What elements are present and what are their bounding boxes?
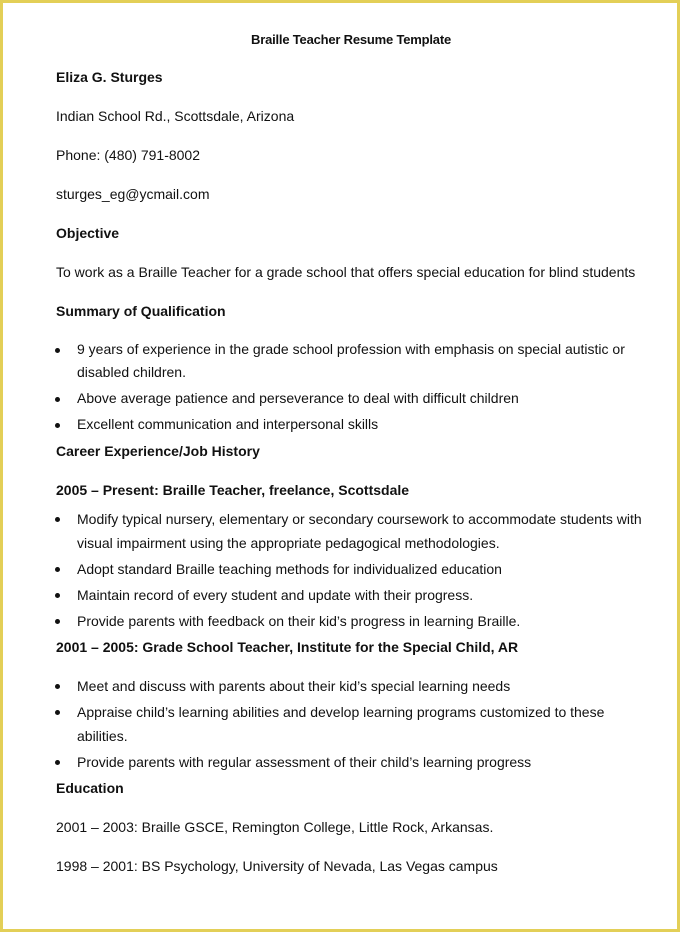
objective-text: To work as a Braille Teacher for a grade school that offers special education for blind students <box>56 264 636 280</box>
list-item: Modify typical nursery, elementary or secondary coursework to accommodate students with visual impairment using the appropriate pedagogical methodologies. <box>56 507 646 555</box>
candidate-address: Indian School Rd., Scottsdale, Arizona <box>56 108 295 124</box>
job-heading-1: 2005 – Present: Braille Teacher, freelance, Scottsdale <box>56 482 410 498</box>
document-title: Braille Teacher Resume Template <box>251 32 451 47</box>
job-1-duties <box>56 507 646 633</box>
career-heading: Career Experience/Job History <box>56 443 260 459</box>
list-item: Provide parents with feedback on their kid’s progress in learning Braille. <box>56 609 646 633</box>
list-item: Appraise child’s learning abilities and develop learning programs customized to these abilities. <box>56 700 646 748</box>
objective-heading: Objective <box>56 225 120 241</box>
list-item: 9 years of experience in the grade school profession with emphasis on special autistic or disabled children. <box>56 338 646 384</box>
resume-document <box>56 28 646 878</box>
list-item: Above average patience and perseverance to deal with difficult children <box>56 387 646 410</box>
education-heading: Education <box>56 780 124 796</box>
list-item: Maintain record of every student and update with their progress. <box>56 583 646 607</box>
summary-list <box>56 338 646 436</box>
job-2-duties <box>56 674 646 774</box>
list-item: Excellent communication and interpersonal skills <box>56 413 646 436</box>
education-item: 2001 – 2003: Braille GSCE, Remington College, Little Rock, Arkansas. <box>56 819 494 835</box>
job-heading-2: 2001 – 2005: Grade School Teacher, Institute for the Special Child, AR <box>56 639 519 655</box>
candidate-email: sturges_eg@ycmail.com <box>56 186 210 202</box>
list-item: Meet and discuss with parents about their kid’s special learning needs <box>56 674 646 698</box>
summary-heading: Summary of Qualification <box>56 303 226 319</box>
list-item: Adopt standard Braille teaching methods for individualized education <box>56 557 646 581</box>
education-item: 1998 – 2001: BS Psychology, University of Nevada, Las Vegas campus <box>56 858 498 874</box>
candidate-name: Eliza G. Sturges <box>56 69 163 85</box>
candidate-phone: Phone: (480) 791-8002 <box>56 147 200 163</box>
list-item: Provide parents with regular assessment of their child’s learning progress <box>56 750 646 774</box>
